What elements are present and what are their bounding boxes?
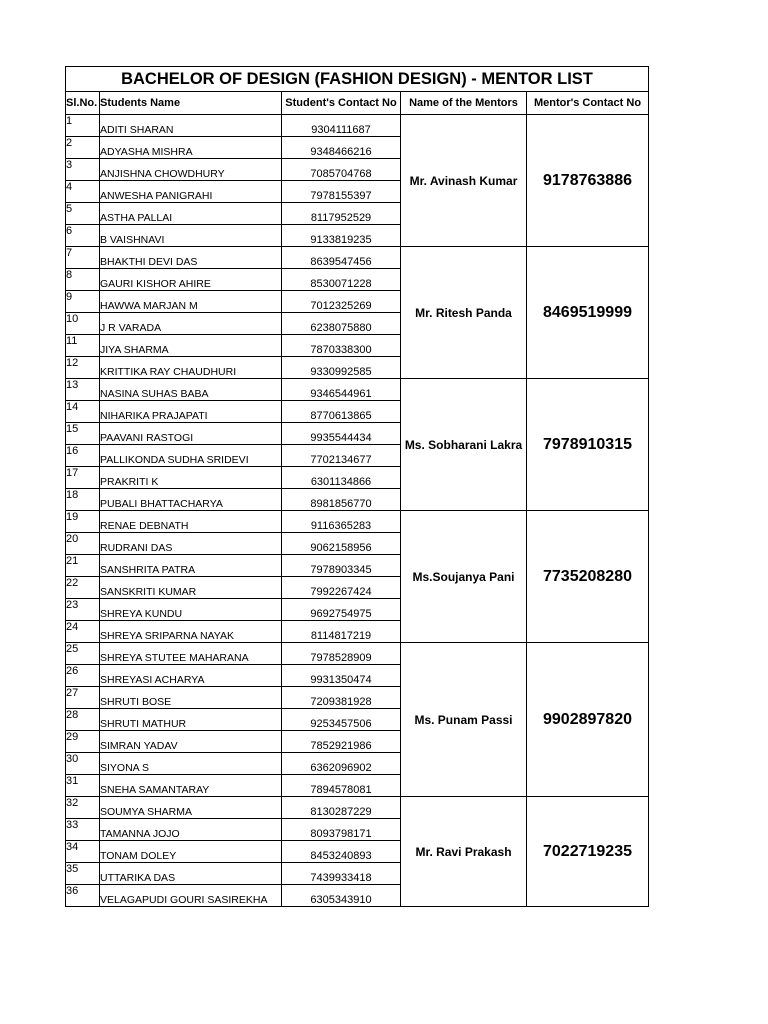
student-contact: 7012325269 [282,291,401,313]
mentor-name: Mr. Avinash Kumar [401,115,527,247]
student-contact: 7870338300 [282,335,401,357]
student-name: SANSHRITA PATRA [100,555,282,577]
student-contact: 7894578081 [282,775,401,797]
student-name: SNEHA SAMANTARAY [100,775,282,797]
student-sl-no: 19 [66,511,100,533]
student-contact: 7085704768 [282,159,401,181]
mentor-list-table [65,66,649,907]
student-contact: 9253457506 [282,709,401,731]
table-row [66,643,649,665]
student-sl-no: 17 [66,467,100,489]
mentor-contact: 7978910315 [527,379,649,511]
student-sl-no: 31 [66,775,100,797]
student-sl-no: 32 [66,797,100,819]
table-row [66,247,649,269]
student-name: B VAISHNAVI [100,225,282,247]
student-name: SHRUTI MATHUR [100,709,282,731]
student-contact: 9304111687 [282,115,401,137]
student-sl-no: 33 [66,819,100,841]
student-sl-no: 21 [66,555,100,577]
student-sl-no: 11 [66,335,100,357]
student-name: UTTARIKA DAS [100,863,282,885]
student-contact: 6238075880 [282,313,401,335]
student-contact: 7209381928 [282,687,401,709]
table-row [66,511,649,533]
student-contact: 8130287229 [282,797,401,819]
student-sl-no: 14 [66,401,100,423]
student-name: SHREYA KUNDU [100,599,282,621]
student-contact: 9116365283 [282,511,401,533]
student-contact: 8093798171 [282,819,401,841]
header-row [66,92,649,115]
student-contact: 7702134677 [282,445,401,467]
student-name: SHRUTI BOSE [100,687,282,709]
student-name: PAAVANI RASTOGI [100,423,282,445]
student-sl-no: 1 [66,115,100,137]
student-name: TONAM DOLEY [100,841,282,863]
student-sl-no: 34 [66,841,100,863]
student-name: PALLIKONDA SUDHA SRIDEVI [100,445,282,467]
student-contact: 7992267424 [282,577,401,599]
student-name: SHREYA SRIPARNA NAYAK [100,621,282,643]
student-sl-no: 16 [66,445,100,467]
student-sl-no: 23 [66,599,100,621]
student-contact: 9931350474 [282,665,401,687]
student-sl-no: 22 [66,577,100,599]
student-contact: 9330992585 [282,357,401,379]
student-sl-no: 26 [66,665,100,687]
student-name: JIYA SHARMA [100,335,282,357]
student-name: SANSKRITI KUMAR [100,577,282,599]
header-student-contact: Student's Contact No [282,92,401,115]
student-sl-no: 30 [66,753,100,775]
student-contact: 8114817219 [282,621,401,643]
student-name: PUBALI BHATTACHARYA [100,489,282,511]
table-body [66,115,649,907]
student-name: ANJISHNA CHOWDHURY [100,159,282,181]
table-row [66,115,649,137]
student-sl-no: 29 [66,731,100,753]
student-contact: 9133819235 [282,225,401,247]
student-contact: 8981856770 [282,489,401,511]
student-contact: 8453240893 [282,841,401,863]
mentor-contact: 7022719235 [527,797,649,907]
header-student-name: Students Name [100,92,282,115]
header-mentor-contact: Mentor's Contact No [527,92,649,115]
student-sl-no: 2 [66,137,100,159]
student-sl-no: 35 [66,863,100,885]
mentor-contact: 7735208280 [527,511,649,643]
student-sl-no: 8 [66,269,100,291]
mentor-contact: 8469519999 [527,247,649,379]
student-name: KRITTIKA RAY CHAUDHURI [100,357,282,379]
student-contact: 7439933418 [282,863,401,885]
page-title: BACHELOR OF DESIGN (FASHION DESIGN) - MENTOR LIST [66,67,649,92]
mentor-contact: 9902897820 [527,643,649,797]
student-contact: 8639547456 [282,247,401,269]
student-name: SHREYASI ACHARYA [100,665,282,687]
student-sl-no: 20 [66,533,100,555]
mentor-contact: 9178763886 [527,115,649,247]
student-sl-no: 3 [66,159,100,181]
student-name: TAMANNA JOJO [100,819,282,841]
student-name: ADYASHA MISHRA [100,137,282,159]
header-mentor-name: Name of the Mentors [401,92,527,115]
student-contact: 7852921986 [282,731,401,753]
student-contact: 8117952529 [282,203,401,225]
student-sl-no: 6 [66,225,100,247]
student-name: ASTHA PALLAI [100,203,282,225]
student-contact: 6362096902 [282,753,401,775]
student-contact: 9935544434 [282,423,401,445]
student-sl-no: 13 [66,379,100,401]
student-sl-no: 4 [66,181,100,203]
student-name: BHAKTHI DEVI DAS [100,247,282,269]
student-sl-no: 10 [66,313,100,335]
student-sl-no: 15 [66,423,100,445]
student-contact: 7978903345 [282,555,401,577]
student-name: PRAKRITI K [100,467,282,489]
student-contact: 6301134866 [282,467,401,489]
mentor-name: Ms. Sobharani Lakra [401,379,527,511]
student-name: RENAE DEBNATH [100,511,282,533]
student-sl-no: 7 [66,247,100,269]
student-contact: 7978528909 [282,643,401,665]
student-name: SOUMYA SHARMA [100,797,282,819]
student-name: NIHARIKA PRAJAPATI [100,401,282,423]
mentor-name: Mr. Ravi Prakash [401,797,527,907]
student-name: GAURI KISHOR AHIRE [100,269,282,291]
student-contact: 6305343910 [282,885,401,907]
student-contact: 9348466216 [282,137,401,159]
student-sl-no: 25 [66,643,100,665]
student-sl-no: 5 [66,203,100,225]
mentor-name: Mr. Ritesh Panda [401,247,527,379]
student-name: SIYONA S [100,753,282,775]
student-name: RUDRANI DAS [100,533,282,555]
student-contact: 9692754975 [282,599,401,621]
table-row [66,379,649,401]
student-contact: 7978155397 [282,181,401,203]
student-name: NASINA SUHAS BABA [100,379,282,401]
header-sl-no: Sl.No. [66,92,100,115]
student-name: HAWWA MARJAN M [100,291,282,313]
student-name: VELAGAPUDI GOURI SASIREKHA [100,885,282,907]
mentor-name: Ms. Punam Passi [401,643,527,797]
student-name: J R VARADA [100,313,282,335]
student-name: ANWESHA PANIGRAHI [100,181,282,203]
student-contact: 9346544961 [282,379,401,401]
student-contact: 8770613865 [282,401,401,423]
student-name: SHREYA STUTEE MAHARANA [100,643,282,665]
student-contact: 9062158956 [282,533,401,555]
student-name: SIMRAN YADAV [100,731,282,753]
student-name: ADITI SHARAN [100,115,282,137]
table-row [66,797,649,819]
student-sl-no: 36 [66,885,100,907]
student-sl-no: 12 [66,357,100,379]
student-contact: 8530071228 [282,269,401,291]
mentor-name: Ms.Soujanya Pani [401,511,527,643]
student-sl-no: 28 [66,709,100,731]
student-sl-no: 27 [66,687,100,709]
student-sl-no: 18 [66,489,100,511]
student-sl-no: 24 [66,621,100,643]
title-row [66,67,649,92]
student-sl-no: 9 [66,291,100,313]
